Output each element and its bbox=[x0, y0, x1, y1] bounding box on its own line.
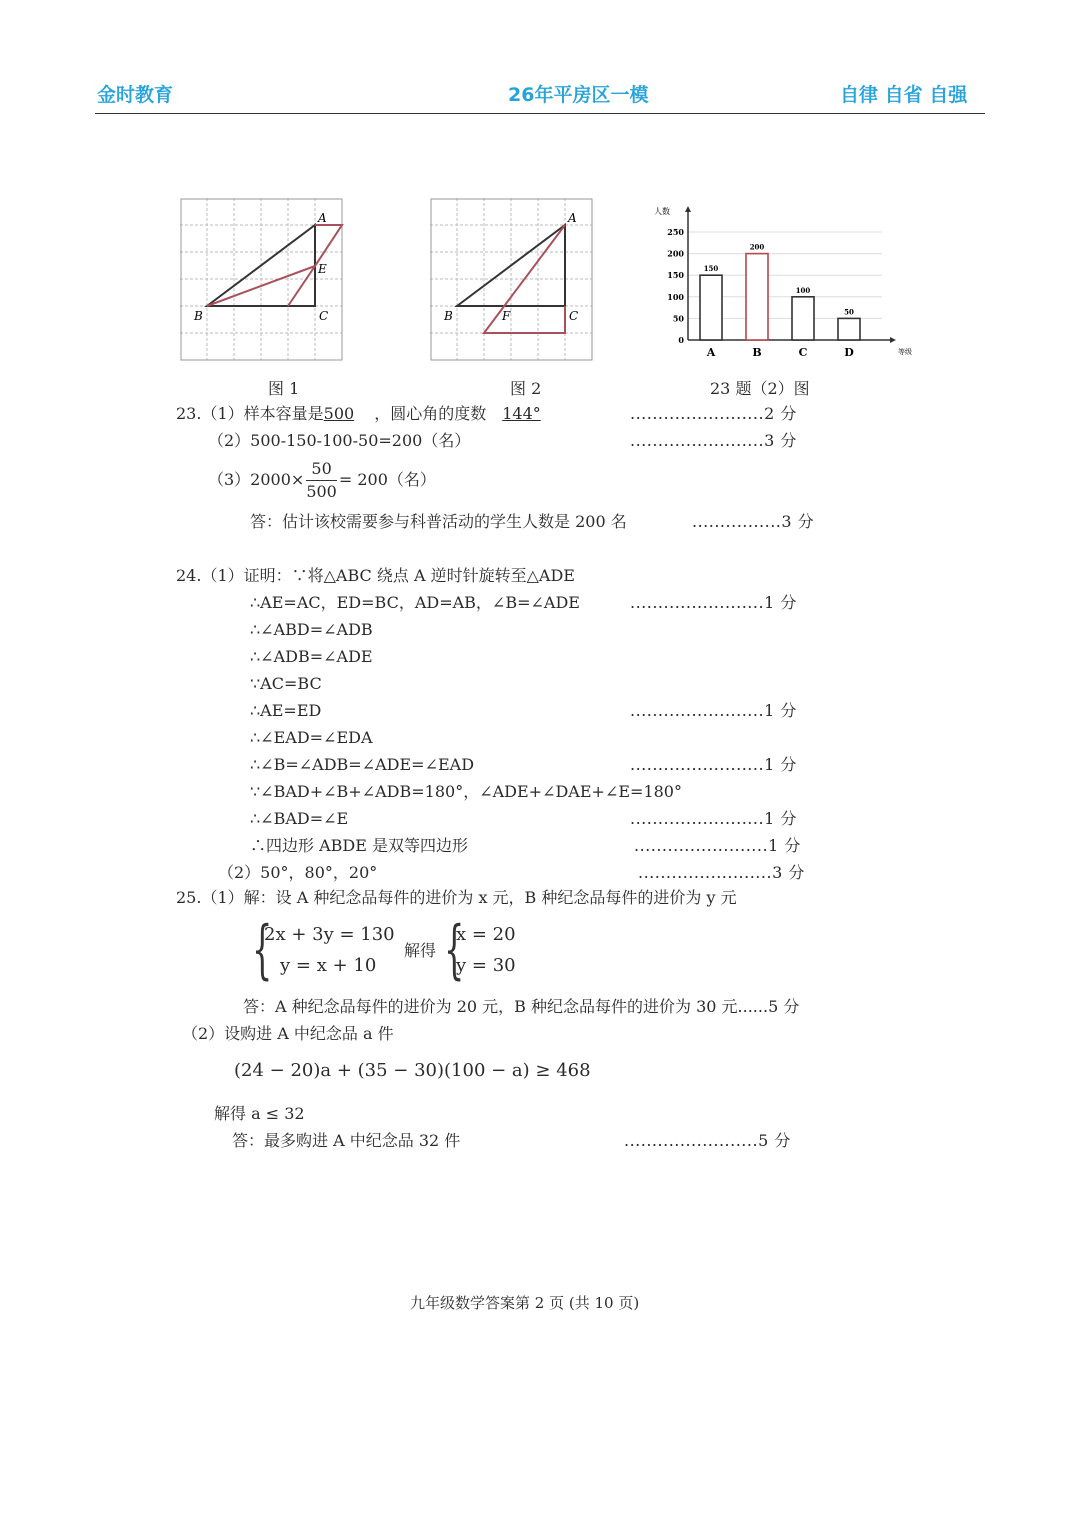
q23-fraction-num: 50 bbox=[306, 458, 337, 481]
q25-solve-2: 解得 a ≤ 32 bbox=[214, 1104, 305, 1123]
q23-part2-score: ........................3 分 bbox=[630, 431, 797, 450]
q23-part1-mid: ，圆心角的度数 bbox=[374, 404, 487, 423]
q23-central-angle: 144° bbox=[502, 404, 541, 423]
eq-1: 2x + 3y = 130 bbox=[264, 924, 395, 945]
bar-chart bbox=[650, 200, 912, 365]
x-category-label: D bbox=[844, 346, 854, 359]
label-A: A bbox=[568, 211, 577, 225]
header-brand: 金时教育 bbox=[97, 84, 174, 106]
q23-answer-score: ................3 分 bbox=[692, 512, 815, 531]
x-axis-label: 等级 bbox=[898, 348, 912, 356]
q23-fraction-den: 500 bbox=[306, 482, 337, 501]
q24-line: ∴∠BAD=∠E bbox=[250, 809, 349, 828]
q24-line-score: ........................1 分 bbox=[630, 755, 797, 774]
bar-D bbox=[838, 318, 860, 340]
solution-brace: { bbox=[444, 913, 465, 987]
bar-B bbox=[746, 254, 768, 340]
q24-line: 24.（1）证明：∵将△ABC 绕点 A 逆时针旋转至△ADE bbox=[176, 566, 575, 585]
q24-line-score: ........................1 分 bbox=[634, 836, 801, 855]
q25-answer-1: 答：A 种纪念品每件的进价为 20 元，B 种纪念品每件的进价为 30 元......5 分 bbox=[243, 997, 800, 1016]
solve-label: 解得 bbox=[404, 941, 437, 960]
q24-line-score: ........................3 分 bbox=[638, 863, 805, 882]
x-category-label: B bbox=[752, 346, 762, 359]
bar-value-label: 100 bbox=[795, 285, 811, 295]
label-A: A bbox=[318, 211, 327, 225]
label-F: F bbox=[502, 309, 511, 323]
y-axis-arrow bbox=[685, 206, 691, 212]
header-divider bbox=[95, 113, 985, 114]
q25-part2: （2）设购进 A 中纪念品 a 件 bbox=[182, 1024, 394, 1043]
q23-part1-score: ........................2 分 bbox=[630, 404, 797, 423]
q24-line: ∴∠B=∠ADB=∠ADE=∠EAD bbox=[250, 755, 475, 774]
y-tick-label: 50 bbox=[672, 313, 684, 324]
q24-line: ∴AE=AC，ED=BC，AD=AB，∠B=∠ADE bbox=[250, 593, 580, 612]
bar-A bbox=[700, 275, 722, 340]
y-tick-label: 200 bbox=[667, 248, 684, 259]
q25-intro: 25.（1）解：设 A 种纪念品每件的进价为 x 元，B 种纪念品每件的进价为 y 元 bbox=[176, 888, 737, 907]
q23-part3 bbox=[208, 458, 436, 503]
inequality: (24 − 20)a + (35 − 30)(100 − a) ≥ 468 bbox=[234, 1060, 591, 1081]
chart-caption: 23 题（2）图 bbox=[710, 379, 810, 398]
x-axis-arrow bbox=[890, 337, 896, 343]
x-category-label: C bbox=[798, 346, 808, 359]
y-axis-label: 人数 bbox=[654, 207, 670, 216]
header-motto: 自律 自省 自强 bbox=[840, 84, 968, 106]
label-C: C bbox=[569, 309, 579, 323]
bar-value-label: 150 bbox=[703, 264, 719, 274]
q24-line: ∵∠BAD+∠B+∠ADB=180°，∠ADE+∠DAE+∠E=180° bbox=[250, 782, 682, 801]
label-B: B bbox=[444, 309, 453, 323]
x-category-label: A bbox=[706, 346, 716, 359]
figure-2-caption: 图 2 bbox=[510, 379, 542, 398]
label-E: E bbox=[318, 262, 327, 276]
eq-2: y = x + 10 bbox=[280, 955, 377, 976]
q23-part1 bbox=[176, 403, 555, 425]
figure-1 bbox=[180, 198, 345, 363]
q24-line: （2）50°，80°，20° bbox=[218, 863, 378, 882]
y-tick-label: 250 bbox=[667, 227, 684, 237]
q24-line: ∵AC=BC bbox=[250, 674, 322, 693]
q23-part3-suffix: = 200（名） bbox=[338, 470, 436, 489]
q25-answer-2: 答：最多购进 A 中纪念品 32 件 bbox=[232, 1131, 461, 1150]
q23-answer: 答：估计该校需要参与科普活动的学生人数是 200 名 bbox=[250, 512, 627, 531]
y-tick-label: 150 bbox=[667, 270, 684, 281]
page-footer: 九年级数学答案第 2 页 (共 10 页) bbox=[410, 1294, 640, 1312]
q23-part2: （2）500-150-100-50=200（名） bbox=[208, 431, 471, 450]
label-B: B bbox=[194, 309, 203, 323]
label-C: C bbox=[319, 309, 329, 323]
q24-line: ∴四边形 ABDE 是双等四边形 bbox=[250, 836, 468, 855]
solution-x: x = 20 bbox=[456, 924, 516, 945]
bar-value-label: 200 bbox=[749, 242, 765, 252]
figure-1-caption: 图 1 bbox=[268, 379, 300, 398]
q23-sample-size: 500 bbox=[323, 404, 355, 423]
bar-C bbox=[792, 297, 814, 340]
q24-line-score: ........................1 分 bbox=[630, 701, 797, 720]
q24-line: ∴∠ABD=∠ADB bbox=[250, 620, 373, 639]
q24-line: ∴∠ADB=∠ADE bbox=[250, 647, 373, 666]
y-tick-label: 0 bbox=[678, 335, 684, 345]
system-brace: { bbox=[252, 913, 273, 987]
y-tick-label: 100 bbox=[667, 291, 684, 302]
q24-line-score: ........................1 分 bbox=[630, 809, 797, 828]
q23-part3-prefix: （3）2000× bbox=[208, 470, 305, 489]
q24-line: ∴AE=ED bbox=[250, 701, 322, 720]
q24-line-score: ........................1 分 bbox=[630, 593, 797, 612]
header-exam-title: 26年平房区一模 bbox=[508, 84, 649, 106]
q24-line: ∴∠EAD=∠EDA bbox=[250, 728, 373, 747]
bar-value-label: 50 bbox=[844, 307, 854, 317]
solution-y: y = 30 bbox=[456, 955, 516, 976]
q25-answer-2-score: ........................5 分 bbox=[624, 1131, 791, 1150]
q23-fraction bbox=[306, 458, 337, 503]
q23-part1-prefix: 23.（1）样本容量是 bbox=[176, 404, 324, 423]
figure-2 bbox=[430, 198, 595, 363]
